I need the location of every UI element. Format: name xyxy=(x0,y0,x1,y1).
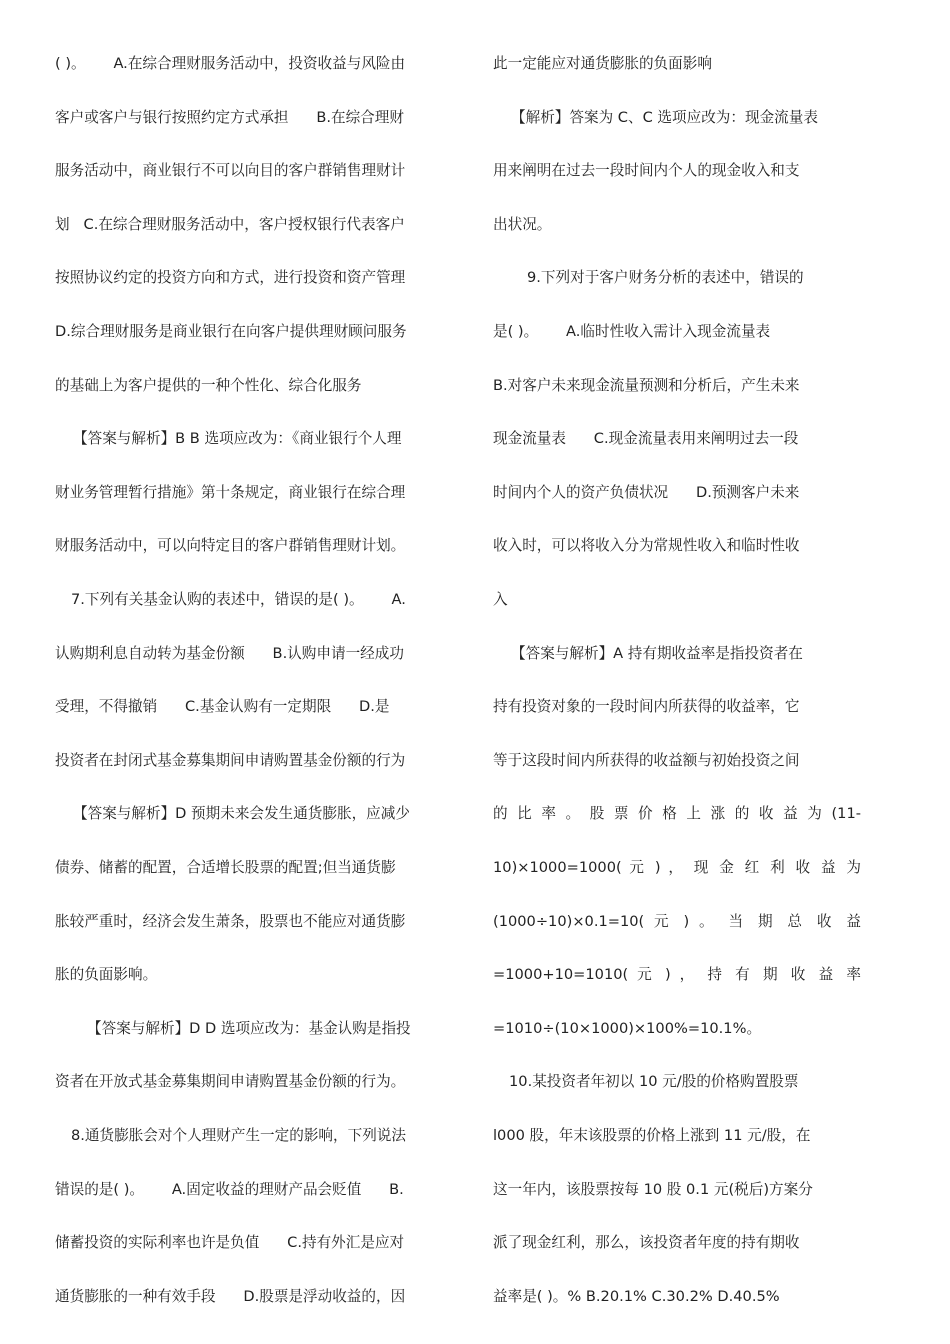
text-line: (1000÷10)×0.1=10( 元 ) 。 当 期 总 收 益 xyxy=(493,912,861,930)
text-line: 【答案与解析】D D 选项应改为：基金认购是指投 xyxy=(87,1019,411,1037)
text-line: 8.通货膨胀会对个人理财产生一定的影响，下列说法 xyxy=(71,1127,406,1144)
text-line: 9.下列对于客户财务分析的表述中，错误的 xyxy=(527,269,804,287)
text-line: 现金流量表 C.现金流量表用来阐明过去一段 xyxy=(493,430,799,448)
text-line: B.对客户未来现金流量预测和分析后，产生未来 xyxy=(493,376,800,394)
text-line: 是( )。 A.临时性收入需计入现金流量表 xyxy=(493,323,771,340)
text-line: =1010÷(10×1000)×100%=10.1%。 xyxy=(493,1019,762,1037)
text-line: 益率是( )。% B.20.1% C.30.2% D.40.5% xyxy=(493,1287,780,1305)
text-line: 错误的是( )。 A.固定收益的理财产品会贬值 B. xyxy=(55,1180,404,1198)
text-line: 的 比 率 。 股 票 价 格 上 涨 的 收 益 为 (11- xyxy=(493,805,861,823)
text-line: 通货膨胀的一种有效手段 D.股票是浮动收益的，因 xyxy=(55,1287,406,1305)
text-line: =1000+10=1010( 元 ) ， 持 有 期 收 益 率 xyxy=(493,966,861,984)
text-line: 派了现金红利，那么，该投资者年度的持有期收 xyxy=(493,1234,800,1252)
text-line: 客户或客户与银行按照约定方式承担 B.在综合理财 xyxy=(55,108,404,126)
text-line: 收入时，可以将收入分为常规性收入和临时性收 xyxy=(493,537,800,555)
text-line: 用来阐明在过去一段时间内个人的现金收入和支 xyxy=(493,162,800,180)
text-line: D.综合理财服务是商业银行在向客户提供理财顾问服务 xyxy=(55,323,407,340)
text-line: 按照协议约定的投资方向和方式，进行投资和资产管理 xyxy=(55,269,406,287)
text-line: 【解析】答案为 C、C 选项应改为：现金流量表 xyxy=(511,108,818,126)
text-line: 资者在开放式基金募集期间申请购置基金份额的行为。 xyxy=(55,1073,406,1091)
text-line: 此一定能应对通货膨胀的负面影响 xyxy=(493,55,712,72)
text-line: 受理，不得撤销 C.基金认购有一定期限 D.是 xyxy=(55,698,390,716)
text-line: 债券、储蓄的配置，合适增长股票的配置;但当通货膨 xyxy=(55,859,396,876)
text-line: 胀较严重时，经济会发生萧条，股票也不能应对通货膨 xyxy=(55,912,406,930)
text-line: 时间内个人的资产负债状况 D.预测客户未来 xyxy=(493,483,800,501)
text-line: 【答案与解析】D 预期未来会发生通货膨胀，应减少 xyxy=(73,805,410,823)
text-line: 投资者在封闭式基金募集期间申请购置基金份额的行为 xyxy=(55,751,406,769)
text-line: 划 C.在综合理财服务活动中，客户授权银行代表客户 xyxy=(55,215,405,233)
text-line: 的基础上为客户提供的一种个性化、综合化服务 xyxy=(55,376,362,394)
text-line: 【答案与解析】A 持有期收益率是指投资者在 xyxy=(511,644,803,662)
text-line: 这一年内，该股票按每 10 股 0.1 元(税后)方案分 xyxy=(493,1180,813,1198)
text-line: 财业务管理暂行措施》第十条规定，商业银行在综合理 xyxy=(55,483,406,501)
text-line: 出状况。 xyxy=(493,215,552,233)
text-line: 10.某投资者年初以 10 元/股的价格购置股票 xyxy=(509,1073,799,1091)
text-line: 入 xyxy=(493,591,508,608)
text-line: 胀的负面影响。 xyxy=(55,966,158,984)
text-line: ( )。 A.在综合理财服务活动中，投资收益与风险由 xyxy=(55,55,406,72)
text-line: 10)×1000=1000( 元 ) ， 现 金 红 利 收 益 为 xyxy=(493,859,861,876)
text-line: 7.下列有关基金认购的表述中，错误的是( )。 A. xyxy=(71,591,406,608)
text-line: 储蓄投资的实际利率也许是负值 C.持有外汇是应对 xyxy=(55,1234,405,1252)
text-line: 【答案与解析】B B 选项应改为：《商业银行个人理 xyxy=(73,430,402,448)
text-line: 等于这段时间内所获得的收益额与初始投资之间 xyxy=(493,751,800,769)
text-line: 认购期利息自动转为基金份额 B.认购申请一经成功 xyxy=(55,644,404,662)
text-line: l000 股，年末该股票的价格上涨到 11 元/股，在 xyxy=(493,1127,811,1144)
text-line: 财服务活动中，可以向特定目的客户群销售理财计划。 xyxy=(55,537,406,555)
text-line: 服务活动中，商业银行不可以向目的客户群销售理财计 xyxy=(55,162,406,180)
text-line: 持有投资对象的一段时间内所获得的收益率，它 xyxy=(493,698,800,716)
